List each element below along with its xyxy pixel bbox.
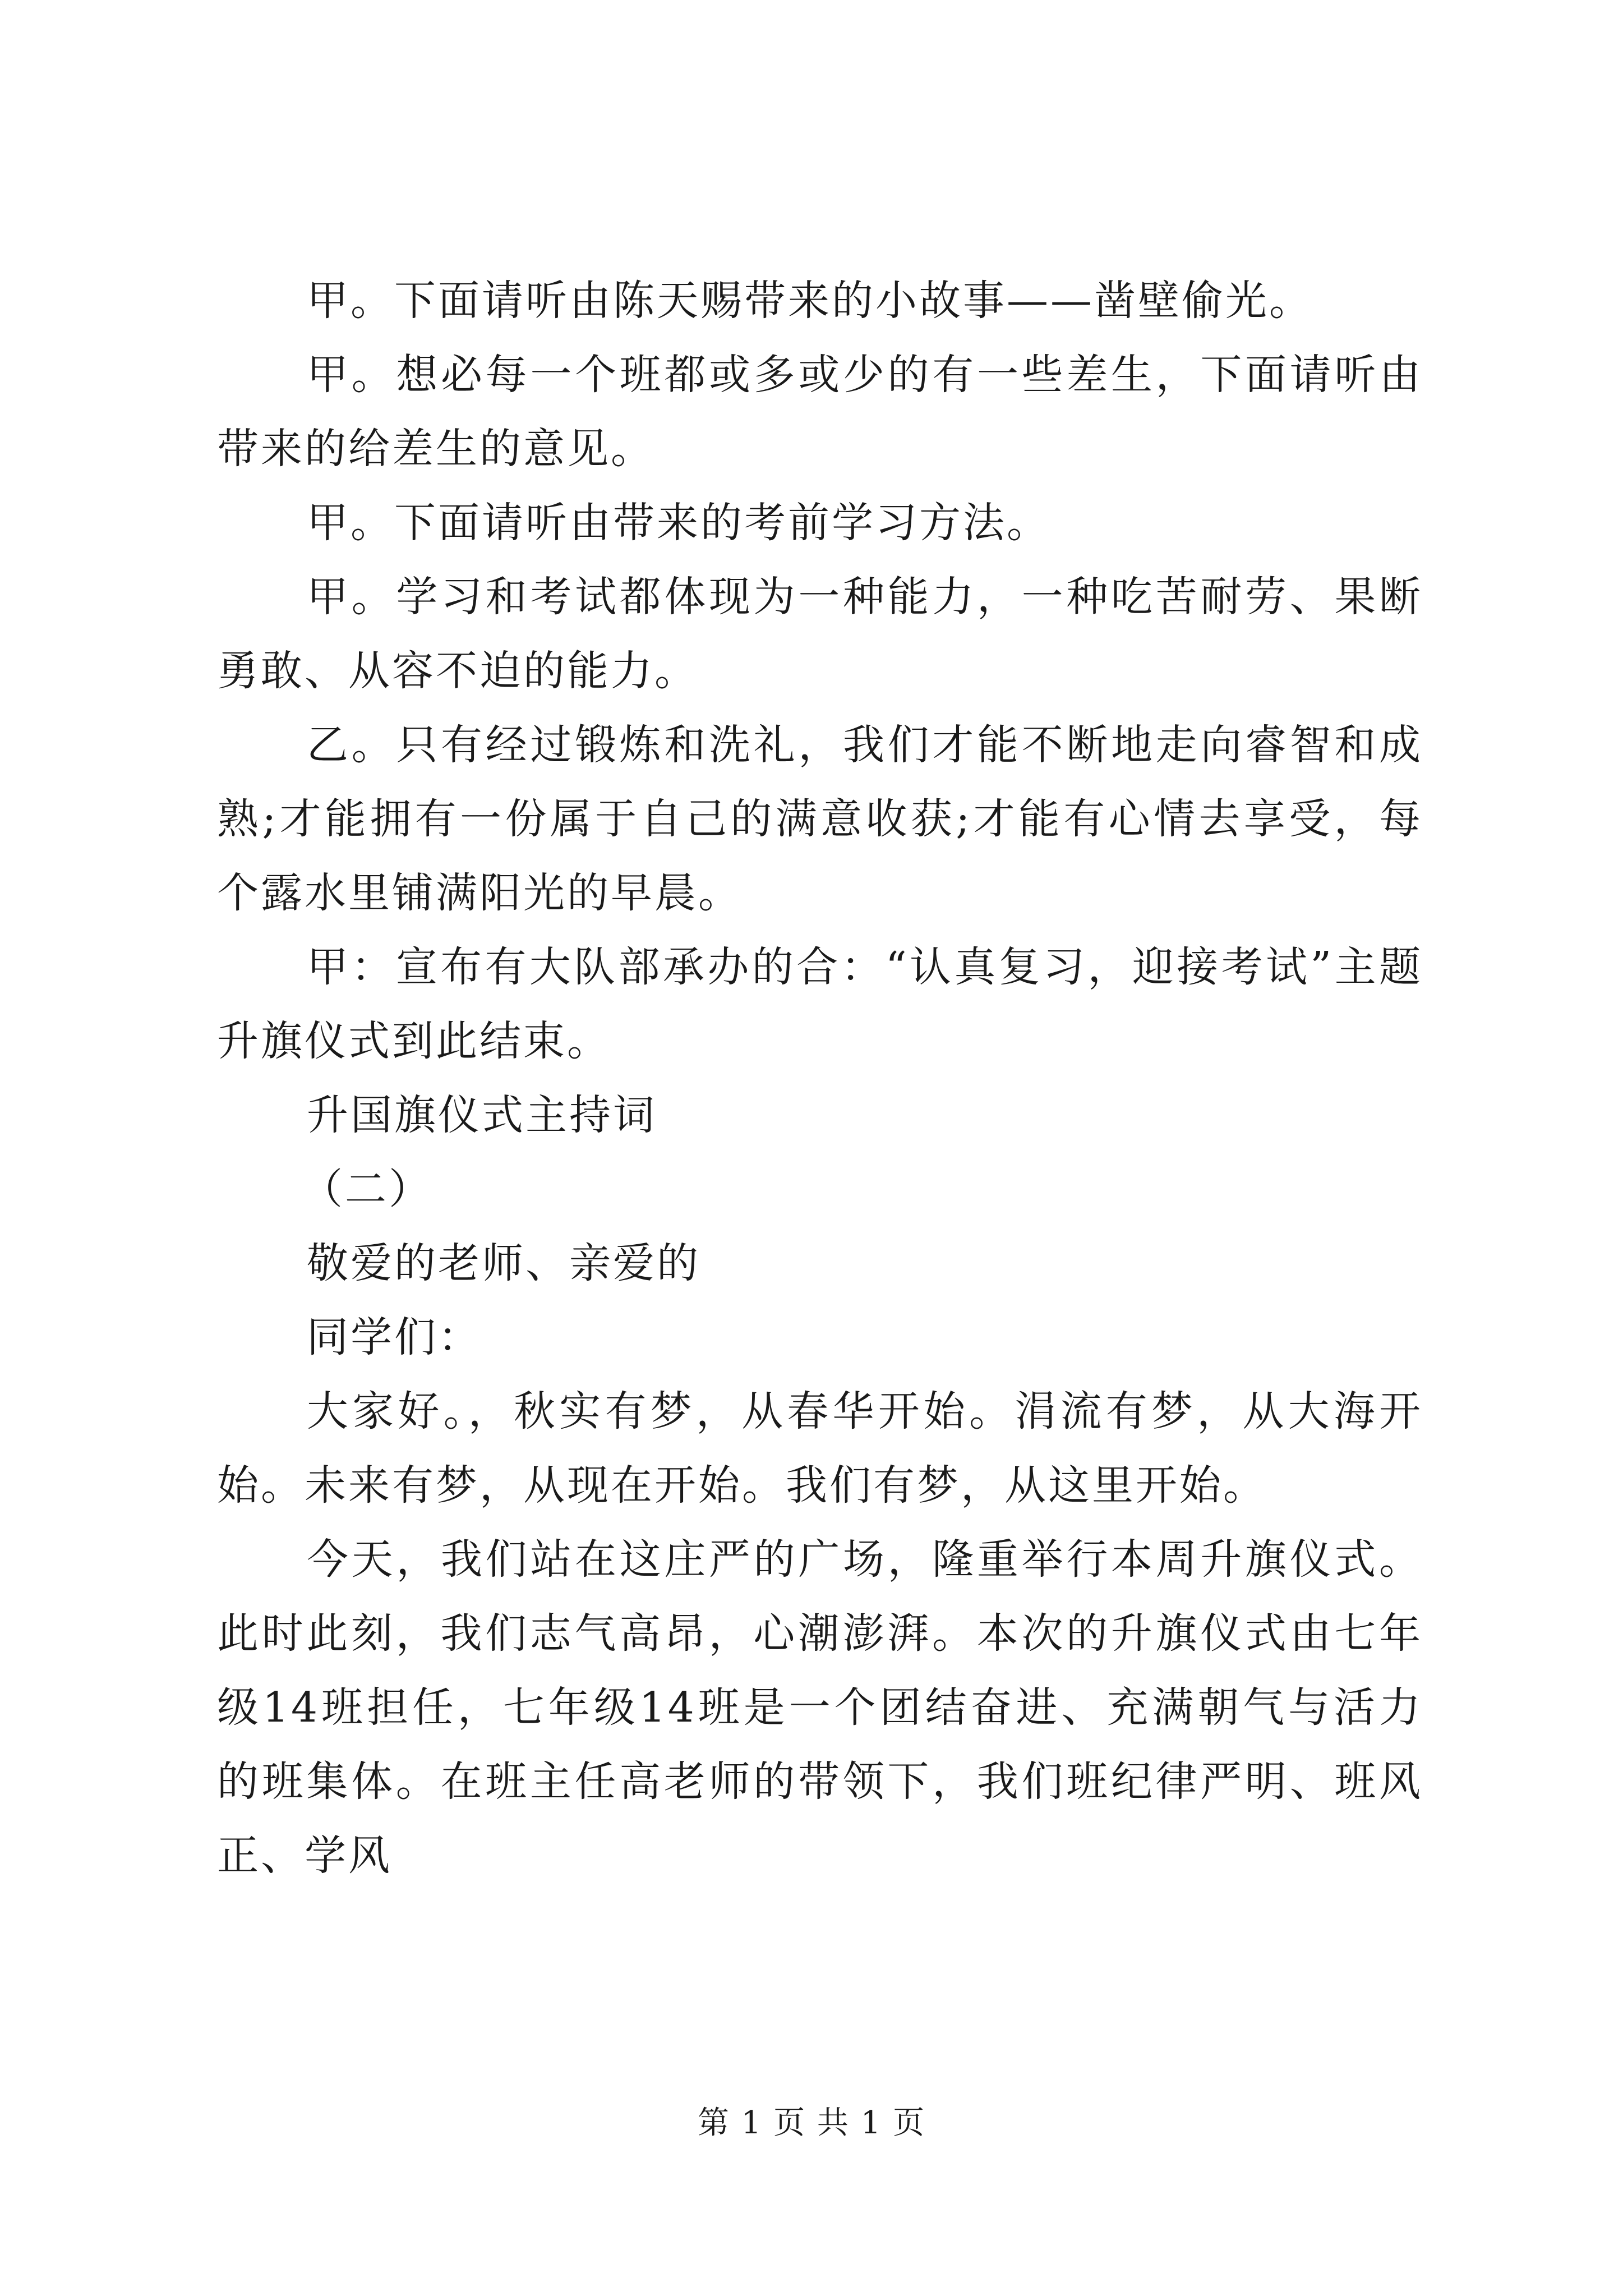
greeting-audience: 同学们： [307, 1313, 482, 1361]
paragraph-study-method-intro: 甲。下面请听由带来的考前学习方法。 [307, 499, 1050, 547]
document-body [217, 264, 1423, 1893]
paragraph-growth: 乙。只有经过锻炼和洗礼，我们才能不断地走向睿智和成熟;才能拥有一份属于自己的满意收获;才能有心情去享受，每个露水里铺满阳光的早晨。 [217, 721, 1423, 917]
paragraph-ceremony: 今天，我们站在这庄严的广场，隆重举行本周升旗仪式。此时此刻，我们志气高昂，心潮澎湃。本次的升旗仪式由七年级14班担任，七年级14班是一个团结奋进、充满朝气与活力的班集体。在班主任高老师的带领下，我们班纪律严明、班风正、学风 [217, 1535, 1423, 1880]
section-title: 升国旗仪式主持词 [307, 1091, 657, 1139]
paragraph-dreams: 大家好。，秋实有梦，从春华开始。涓流有梦，从大海开始。未来有梦，从现在开始。我们有梦，从这里开始。 [217, 1387, 1423, 1510]
page-footer: 第 1 页 共 1 页 [697, 2105, 926, 2141]
paragraph-closing: 甲：宣布有大队部承办的合：“认真复习，迎接考试”主题升旗仪式到此结束。 [217, 943, 1423, 1065]
paragraph-ability: 甲。学习和考试都体现为一种能力，一种吃苦耐劳、果断勇敢、从容不迫的能力。 [217, 573, 1423, 695]
greeting-line: 敬爱的老师、亲爱的 [307, 1239, 700, 1287]
section-number: （二） [301, 1165, 432, 1213]
paragraph-advice-intro: 甲。想必每一个班都或多或少的有一些差生，下面请听由带来的给差生的意见。 [217, 351, 1423, 473]
paragraph-story-intro: 甲。下面请听由陈天赐带来的小故事——凿壁偷光。 [307, 277, 1313, 325]
